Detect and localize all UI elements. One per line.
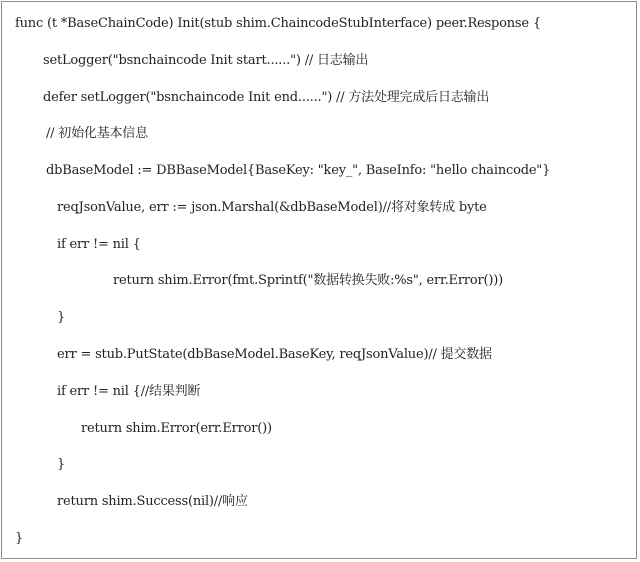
code-line-14: return shim.Success(nil)//响应 [57,494,248,509]
code-line-1: func (t *BaseChainCode) Init(stub shim.ChaincodeStubInterface) peer.Response { [15,16,541,31]
code-line-10: err = stub.PutState(dbBaseModel.BaseKey, reqJsonValue)// 提交数据 [57,347,492,362]
code-line-7: if err != nil { [57,237,141,252]
code-line-4: // 初始化基本信息 [46,126,148,141]
code-line-15: } [15,531,24,546]
code-line-12: return shim.Error(err.Error()) [81,421,272,436]
code-line-3: defer setLogger("bsnchaincode Init end......") // 方法处理完成后日志输出 [43,90,490,105]
code-line-9: } [57,310,66,325]
code-line-13: } [57,457,66,472]
code-line-2: setLogger("bsnchaincode Init start......") // 日志输出 [43,53,369,68]
code-line-6: reqJsonValue, err := json.Marshal(&dbBaseModel)//将对象转成 byte [57,200,487,215]
code-block [1,1,637,559]
code-line-5: dbBaseModel := DBBaseModel{BaseKey: "key_", BaseInfo: "hello chaincode"} [46,163,551,178]
code-line-11: if err != nil {//结果判断 [57,384,201,399]
code-line-8: return shim.Error(fmt.Sprintf("数据转换失败:%s", err.Error())) [113,273,503,288]
